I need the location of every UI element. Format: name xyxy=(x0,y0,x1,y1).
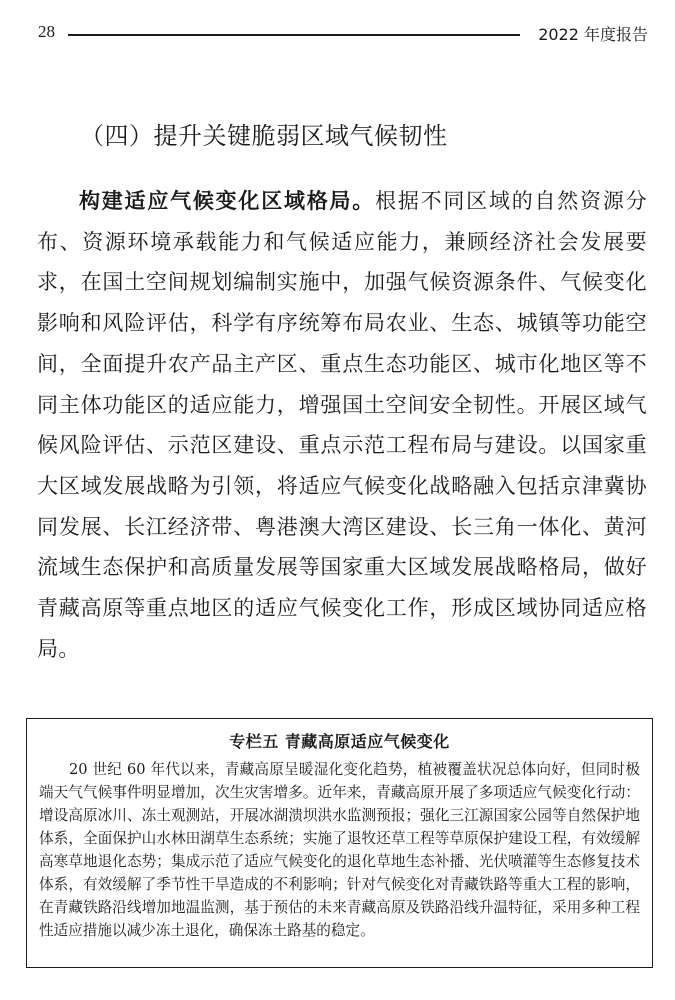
header-rule xyxy=(68,34,520,36)
column-box xyxy=(26,718,653,968)
report-title: 2022 年度报告 xyxy=(538,25,648,44)
page-number: 28 xyxy=(38,22,55,41)
page-header xyxy=(38,22,648,48)
column-box-title: 专栏五 青藏高原适应气候变化 xyxy=(229,732,450,751)
main-paragraph xyxy=(37,181,647,669)
section-heading: （四）提升关键脆弱区域气候韧性 xyxy=(80,122,448,150)
paragraph-body: 根据不同区域的自然资源分布、资源环境承载能力和气候适应能力，兼顾经济社会发展要求，在国土空间规划编制实施中，加强气候资源条件、气候变化影响和风险评估，科学有序统筹布局农业、生态、城镇等功能空间，全面提升农产品主产区、重点生态功能区、城市化地区等不同主体功能区的适应能力，增强国土空间安全韧性。开展区域气候风险评估、示范区建设、重点示范工程布局与建设。以国家重大区域发展战略为引领，将适应气候变化战略融入包括京津冀协同发展、长江经济带、粤港澳大湾区建设、长三角一体化、黄河流域生态保护和高质量发展等国家重大区域发展战略格局，做好青藏高原等重点地区的适应气候变化工作，形成区域协同适应格局。 xyxy=(37,189,647,661)
paragraph-lead: 构建适应气候变化区域格局。 xyxy=(79,189,376,213)
column-box-text: 20 世纪 60 年代以来，青藏高原呈暖湿化变化趋势，植被覆盖状况总体向好，但同时极端天气气候事件明显增加，次生灾害增多。近年来，青藏高原开展了多项适应气候变化行动：增设高原冰川、冻土观测站，开展冰湖溃坝洪水监测预报；强化三江源国家公园等自然保护地体系，全面保护山水林田湖草生态系统；实施了退牧还草工程等草原保护建设工程，有效缓解高寒草地退化态势；集成示范了适应气候变化的退化草地生态补播、光伏喷灌等生态修复技术体系，有效缓解了季节性干旱造成的不利影响；针对气候变化对青藏铁路等重大工程的影响，在青藏铁路沿线增加地温监测，基于预估的未来青藏高原及铁路沿线升温特征，采用多种工程性适应措施以减少冻土退化，确保冻土路基的稳定。 xyxy=(39,761,640,939)
